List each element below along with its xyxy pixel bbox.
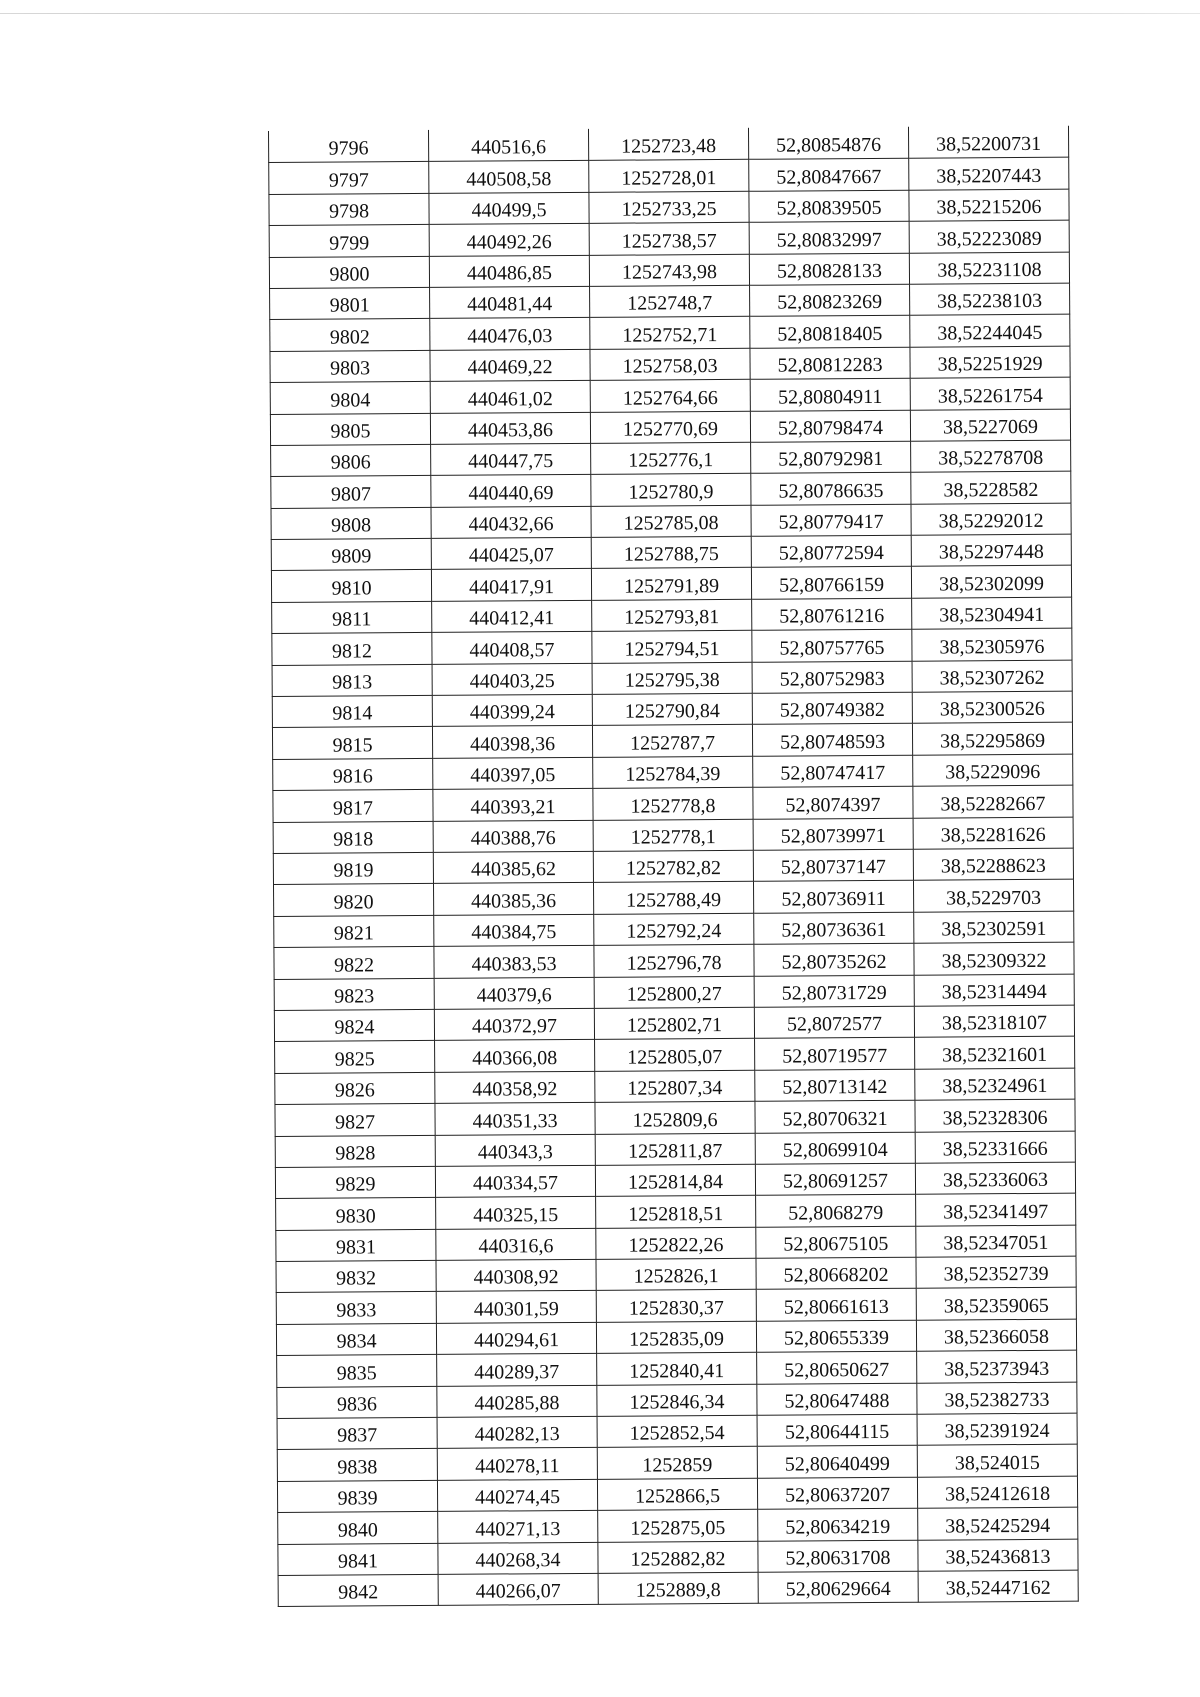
longitude-cell: 38,52352739 — [916, 1256, 1076, 1288]
y-coordinate-cell: 1252809,6 — [595, 1101, 755, 1133]
longitude-cell: 38,52251929 — [910, 346, 1070, 378]
x-coordinate-cell: 440516,6 — [428, 129, 588, 161]
table-row — [274, 942, 1074, 979]
point-number-cell: 9801 — [270, 287, 430, 319]
longitude-cell: 38,52324961 — [915, 1068, 1075, 1100]
longitude-cell: 38,52288623 — [913, 848, 1073, 880]
y-coordinate-cell: 1252795,38 — [592, 662, 752, 694]
latitude-cell: 52,80747417 — [753, 755, 913, 787]
longitude-cell: 38,52295869 — [912, 723, 1072, 755]
latitude-cell: 52,80644115 — [757, 1414, 917, 1446]
longitude-cell: 38,52231108 — [909, 252, 1069, 284]
latitude-cell: 52,80847667 — [749, 159, 909, 191]
y-coordinate-cell: 1252802,71 — [594, 1007, 754, 1039]
x-coordinate-cell: 440316,6 — [436, 1228, 596, 1260]
longitude-cell: 38,52366058 — [916, 1319, 1076, 1351]
point-number-cell: 9835 — [277, 1355, 437, 1387]
point-number-cell: 9814 — [272, 695, 432, 727]
y-coordinate-cell: 1252826,1 — [596, 1258, 756, 1290]
latitude-cell: 52,80647488 — [757, 1383, 917, 1415]
longitude-cell: 38,52244045 — [910, 315, 1070, 347]
longitude-cell: 38,52302099 — [911, 566, 1071, 598]
longitude-cell: 38,52391924 — [917, 1413, 1077, 1445]
longitude-cell: 38,52292012 — [911, 503, 1071, 535]
latitude-cell: 52,80828133 — [749, 253, 909, 285]
x-coordinate-cell: 440453,86 — [430, 412, 590, 444]
table-row — [271, 566, 1071, 603]
y-coordinate-cell: 1252778,1 — [593, 819, 753, 851]
table-row — [277, 1382, 1077, 1419]
x-coordinate-cell: 440282,13 — [437, 1416, 597, 1448]
table-row — [271, 440, 1071, 477]
x-coordinate-cell: 440289,37 — [437, 1354, 597, 1386]
x-coordinate-cell: 440308,92 — [436, 1259, 596, 1291]
x-coordinate-cell: 440268,34 — [438, 1542, 598, 1574]
x-coordinate-cell: 440481,44 — [430, 286, 590, 318]
x-coordinate-cell: 440408,57 — [432, 632, 592, 664]
x-coordinate-cell: 440417,91 — [431, 569, 591, 601]
scan-edge-line — [0, 13, 1200, 14]
x-coordinate-cell: 440476,03 — [430, 318, 590, 350]
y-coordinate-cell: 1252814,84 — [595, 1164, 755, 1196]
longitude-cell: 38,52302591 — [914, 911, 1074, 943]
table-row — [273, 817, 1073, 854]
longitude-cell: 38,52347051 — [916, 1225, 1076, 1257]
table-row — [274, 911, 1074, 948]
point-number-cell: 9830 — [276, 1198, 436, 1230]
longitude-cell: 38,52261754 — [910, 377, 1070, 409]
latitude-cell: 52,80739971 — [753, 818, 913, 850]
point-number-cell: 9824 — [274, 1009, 434, 1041]
latitude-cell: 52,80772594 — [751, 535, 911, 567]
x-coordinate-cell: 440412,41 — [432, 600, 592, 632]
y-coordinate-cell: 1252752,71 — [590, 317, 750, 349]
x-coordinate-cell: 440294,61 — [436, 1322, 596, 1354]
table-row — [275, 1162, 1075, 1199]
y-coordinate-cell: 1252764,66 — [590, 379, 750, 411]
table-row — [270, 409, 1070, 446]
y-coordinate-cell: 1252866,5 — [597, 1478, 757, 1510]
y-coordinate-cell: 1252818,51 — [596, 1196, 756, 1228]
point-number-cell: 9812 — [272, 633, 432, 665]
table-row — [275, 1068, 1075, 1105]
longitude-cell: 38,52238103 — [910, 283, 1070, 315]
x-coordinate-cell: 440393,21 — [433, 789, 593, 821]
x-coordinate-cell: 440278,11 — [437, 1448, 597, 1480]
x-coordinate-cell: 440266,07 — [438, 1573, 598, 1605]
point-number-cell: 9797 — [269, 162, 429, 194]
latitude-cell: 52,80706321 — [755, 1100, 915, 1132]
point-number-cell: 9831 — [276, 1229, 436, 1261]
latitude-cell: 52,80854876 — [748, 127, 908, 159]
x-coordinate-cell: 440285,88 — [437, 1385, 597, 1417]
table-row — [271, 503, 1071, 540]
table-row — [273, 754, 1073, 791]
y-coordinate-cell: 1252770,69 — [590, 411, 750, 443]
latitude-cell: 52,80668202 — [756, 1257, 916, 1289]
point-number-cell: 9836 — [277, 1386, 437, 1418]
point-number-cell: 9808 — [271, 507, 431, 539]
latitude-cell: 52,80713142 — [755, 1069, 915, 1101]
x-coordinate-cell: 440343,3 — [435, 1134, 595, 1166]
point-number-cell: 9841 — [278, 1543, 438, 1575]
y-coordinate-cell: 1252788,49 — [593, 882, 753, 914]
x-coordinate-cell: 440469,22 — [430, 349, 590, 381]
longitude-cell: 38,52282667 — [913, 785, 1073, 817]
latitude-cell: 52,80691257 — [755, 1163, 915, 1195]
point-number-cell: 9817 — [273, 790, 433, 822]
latitude-cell: 52,8068279 — [756, 1195, 916, 1227]
latitude-cell: 52,80655339 — [756, 1320, 916, 1352]
x-coordinate-cell: 440372,97 — [434, 1008, 594, 1040]
table-row — [276, 1193, 1076, 1230]
longitude-cell: 38,52305976 — [912, 628, 1072, 660]
longitude-cell: 38,524015 — [917, 1445, 1077, 1477]
x-coordinate-cell: 440351,33 — [435, 1102, 595, 1134]
point-number-cell: 9811 — [272, 601, 432, 633]
longitude-cell: 38,52336063 — [915, 1162, 1075, 1194]
longitude-cell: 38,52307262 — [912, 660, 1072, 692]
table-row — [274, 974, 1074, 1011]
y-coordinate-cell: 1252748,7 — [590, 285, 750, 317]
table-row — [272, 597, 1072, 634]
y-coordinate-cell: 1252790,84 — [592, 693, 752, 725]
point-number-cell: 9821 — [274, 915, 434, 947]
x-coordinate-cell: 440325,15 — [436, 1197, 596, 1229]
table-row — [274, 1005, 1074, 1042]
table-row — [270, 315, 1070, 352]
longitude-cell: 38,52425294 — [918, 1507, 1078, 1539]
coordinates-table — [268, 126, 1079, 1608]
point-number-cell: 9816 — [273, 758, 433, 790]
table-row — [277, 1350, 1077, 1387]
longitude-cell: 38,52373943 — [917, 1350, 1077, 1382]
point-number-cell: 9813 — [272, 664, 432, 696]
point-number-cell: 9818 — [273, 821, 433, 853]
longitude-cell: 38,52207443 — [909, 158, 1069, 190]
y-coordinate-cell: 1252875,05 — [598, 1509, 758, 1541]
point-number-cell: 9800 — [269, 256, 429, 288]
y-coordinate-cell: 1252743,98 — [589, 254, 749, 286]
point-number-cell: 9804 — [270, 382, 430, 414]
x-coordinate-cell: 440403,25 — [432, 663, 592, 695]
latitude-cell: 52,80812283 — [750, 347, 910, 379]
latitude-cell: 52,80699104 — [755, 1132, 915, 1164]
table-row — [269, 252, 1069, 289]
table-row — [276, 1288, 1076, 1325]
longitude-cell: 38,52436813 — [918, 1539, 1078, 1571]
point-number-cell: 9805 — [270, 413, 430, 445]
latitude-cell: 52,80661613 — [756, 1289, 916, 1321]
table-row — [269, 158, 1069, 195]
y-coordinate-cell: 1252776,1 — [591, 442, 751, 474]
y-coordinate-cell: 1252758,03 — [590, 348, 750, 380]
y-coordinate-cell: 1252723,48 — [588, 128, 748, 160]
y-coordinate-cell: 1252728,01 — [589, 160, 749, 192]
table-row — [272, 660, 1072, 697]
x-coordinate-cell: 440358,92 — [435, 1071, 595, 1103]
longitude-cell: 38,52382733 — [917, 1382, 1077, 1414]
latitude-cell: 52,80719577 — [755, 1038, 915, 1070]
y-coordinate-cell: 1252800,27 — [594, 976, 754, 1008]
longitude-cell: 38,52215206 — [909, 189, 1069, 221]
longitude-cell: 38,52412618 — [917, 1476, 1077, 1508]
y-coordinate-cell: 1252840,41 — [597, 1353, 757, 1385]
y-coordinate-cell: 1252846,34 — [597, 1384, 757, 1416]
x-coordinate-cell: 440397,05 — [433, 757, 593, 789]
y-coordinate-cell: 1252778,8 — [593, 788, 753, 820]
y-coordinate-cell: 1252788,75 — [591, 536, 751, 568]
point-number-cell: 9832 — [276, 1260, 436, 1292]
y-coordinate-cell: 1252859 — [597, 1447, 757, 1479]
x-coordinate-cell: 440425,07 — [431, 537, 591, 569]
longitude-cell: 38,52304941 — [912, 597, 1072, 629]
x-coordinate-cell: 440383,53 — [434, 946, 594, 978]
latitude-cell: 52,80823269 — [750, 284, 910, 316]
point-number-cell: 9829 — [275, 1166, 435, 1198]
longitude-cell: 38,52359065 — [916, 1288, 1076, 1320]
latitude-cell: 52,80736361 — [754, 912, 914, 944]
x-coordinate-cell: 440499,5 — [429, 192, 589, 224]
coordinates-table-body — [269, 126, 1079, 1607]
longitude-cell: 38,52281626 — [913, 817, 1073, 849]
latitude-cell: 52,80737147 — [753, 849, 913, 881]
table-row — [269, 220, 1069, 257]
x-coordinate-cell: 440447,75 — [431, 443, 591, 475]
table-row — [272, 723, 1072, 760]
x-coordinate-cell: 440398,36 — [432, 726, 592, 758]
y-coordinate-cell: 1252889,8 — [598, 1572, 758, 1604]
document-page — [268, 126, 1078, 1608]
point-number-cell: 9799 — [269, 225, 429, 257]
table-row — [273, 848, 1073, 885]
longitude-cell: 38,52300526 — [912, 691, 1072, 723]
longitude-cell: 38,5227069 — [910, 409, 1070, 441]
y-coordinate-cell: 1252792,24 — [594, 913, 754, 945]
x-coordinate-cell: 440388,76 — [433, 820, 593, 852]
point-number-cell: 9810 — [271, 570, 431, 602]
x-coordinate-cell: 440271,13 — [438, 1511, 598, 1543]
x-coordinate-cell: 440384,75 — [434, 914, 594, 946]
y-coordinate-cell: 1252830,37 — [596, 1290, 756, 1322]
y-coordinate-cell: 1252811,87 — [595, 1133, 755, 1165]
table-row — [278, 1570, 1078, 1607]
longitude-cell: 38,5229096 — [913, 754, 1073, 786]
x-coordinate-cell: 440385,36 — [433, 883, 593, 915]
table-row — [277, 1476, 1077, 1513]
y-coordinate-cell: 1252835,09 — [596, 1321, 756, 1353]
point-number-cell: 9833 — [276, 1292, 436, 1324]
table-row — [278, 1507, 1078, 1544]
latitude-cell: 52,80736911 — [753, 881, 913, 913]
table-row — [277, 1445, 1077, 1482]
point-number-cell: 9815 — [272, 727, 432, 759]
table-row — [272, 628, 1072, 665]
longitude-cell: 38,52328306 — [915, 1099, 1075, 1131]
point-number-cell: 9822 — [274, 947, 434, 979]
y-coordinate-cell: 1252787,7 — [592, 725, 752, 757]
point-number-cell: 9828 — [275, 1135, 435, 1167]
x-coordinate-cell: 440492,26 — [429, 224, 589, 256]
latitude-cell: 52,80818405 — [750, 316, 910, 348]
y-coordinate-cell: 1252793,81 — [592, 599, 752, 631]
point-number-cell: 9840 — [278, 1512, 438, 1544]
y-coordinate-cell: 1252738,57 — [589, 222, 749, 254]
table-row — [270, 346, 1070, 383]
point-number-cell: 9837 — [277, 1417, 437, 1449]
latitude-cell: 52,80631708 — [758, 1540, 918, 1572]
y-coordinate-cell: 1252785,08 — [591, 505, 751, 537]
latitude-cell: 52,8074397 — [753, 786, 913, 818]
point-number-cell: 9839 — [277, 1480, 437, 1512]
table-row — [275, 1131, 1075, 1168]
point-number-cell: 9838 — [277, 1449, 437, 1481]
longitude-cell: 38,5229703 — [913, 880, 1073, 912]
y-coordinate-cell: 1252782,82 — [593, 850, 753, 882]
point-number-cell: 9802 — [270, 319, 430, 351]
x-coordinate-cell: 440366,08 — [435, 1040, 595, 1072]
latitude-cell: 52,80766159 — [751, 567, 911, 599]
point-number-cell: 9825 — [275, 1041, 435, 1073]
longitude-cell: 38,52321601 — [915, 1036, 1075, 1068]
latitude-cell: 52,80735262 — [754, 943, 914, 975]
table-row — [273, 880, 1073, 917]
x-coordinate-cell: 440274,45 — [437, 1479, 597, 1511]
latitude-cell: 52,80634219 — [758, 1508, 918, 1540]
latitude-cell: 52,80629664 — [758, 1571, 918, 1603]
table-row — [269, 126, 1069, 163]
y-coordinate-cell: 1252791,89 — [591, 568, 751, 600]
table-row — [272, 691, 1072, 728]
y-coordinate-cell: 1252794,51 — [592, 631, 752, 663]
latitude-cell: 52,80748593 — [752, 724, 912, 756]
latitude-cell: 52,80804911 — [750, 378, 910, 410]
latitude-cell: 52,80792981 — [751, 441, 911, 473]
x-coordinate-cell: 440440,69 — [431, 475, 591, 507]
point-number-cell: 9826 — [275, 1072, 435, 1104]
point-number-cell: 9842 — [278, 1574, 438, 1606]
latitude-cell: 52,80675105 — [756, 1226, 916, 1258]
x-coordinate-cell: 440399,24 — [432, 694, 592, 726]
latitude-cell: 52,80798474 — [750, 410, 910, 442]
x-coordinate-cell: 440508,58 — [429, 161, 589, 193]
latitude-cell: 52,80752983 — [752, 661, 912, 693]
table-row — [275, 1036, 1075, 1073]
table-row — [276, 1256, 1076, 1293]
point-number-cell: 9806 — [271, 444, 431, 476]
table-row — [269, 189, 1069, 226]
longitude-cell: 38,52223089 — [909, 220, 1069, 252]
table-row — [273, 785, 1073, 822]
latitude-cell: 52,80650627 — [757, 1351, 917, 1383]
latitude-cell: 52,80832997 — [749, 221, 909, 253]
y-coordinate-cell: 1252805,07 — [595, 1039, 755, 1071]
point-number-cell: 9834 — [276, 1323, 436, 1355]
latitude-cell: 52,80637207 — [757, 1477, 917, 1509]
table-row — [270, 283, 1070, 320]
latitude-cell: 52,80779417 — [751, 504, 911, 536]
latitude-cell: 52,80839505 — [749, 190, 909, 222]
longitude-cell: 38,52297448 — [911, 534, 1071, 566]
point-number-cell: 9796 — [269, 130, 429, 162]
latitude-cell: 52,80786635 — [751, 473, 911, 505]
table-row — [276, 1319, 1076, 1356]
y-coordinate-cell: 1252852,54 — [597, 1415, 757, 1447]
latitude-cell: 52,80640499 — [757, 1446, 917, 1478]
latitude-cell: 52,80749382 — [752, 692, 912, 724]
longitude-cell: 38,5228582 — [911, 471, 1071, 503]
longitude-cell: 38,52341497 — [916, 1193, 1076, 1225]
longitude-cell: 38,52318107 — [914, 1005, 1074, 1037]
x-coordinate-cell: 440334,57 — [435, 1165, 595, 1197]
y-coordinate-cell: 1252882,82 — [598, 1541, 758, 1573]
point-number-cell: 9820 — [273, 884, 433, 916]
table-row — [271, 471, 1071, 508]
point-number-cell: 9823 — [274, 978, 434, 1010]
point-number-cell: 9807 — [271, 476, 431, 508]
table-row — [276, 1225, 1076, 1262]
latitude-cell: 52,8072577 — [754, 1006, 914, 1038]
latitude-cell: 52,80757765 — [752, 629, 912, 661]
x-coordinate-cell: 440432,66 — [431, 506, 591, 538]
x-coordinate-cell: 440385,62 — [433, 851, 593, 883]
longitude-cell: 38,52200731 — [908, 126, 1068, 158]
y-coordinate-cell: 1252796,78 — [594, 944, 754, 976]
table-row — [271, 534, 1071, 571]
table-row — [270, 377, 1070, 414]
point-number-cell: 9827 — [275, 1104, 435, 1136]
point-number-cell: 9798 — [269, 193, 429, 225]
longitude-cell: 38,52447162 — [918, 1570, 1078, 1602]
x-coordinate-cell: 440301,59 — [436, 1291, 596, 1323]
y-coordinate-cell: 1252780,9 — [591, 474, 751, 506]
point-number-cell: 9803 — [270, 350, 430, 382]
latitude-cell: 52,80731729 — [754, 975, 914, 1007]
y-coordinate-cell: 1252822,26 — [596, 1227, 756, 1259]
longitude-cell: 38,52309322 — [914, 942, 1074, 974]
longitude-cell: 38,52278708 — [911, 440, 1071, 472]
latitude-cell: 52,80761216 — [752, 598, 912, 630]
y-coordinate-cell: 1252807,34 — [595, 1070, 755, 1102]
table-row — [278, 1539, 1078, 1576]
point-number-cell: 9819 — [273, 852, 433, 884]
y-coordinate-cell: 1252784,39 — [593, 756, 753, 788]
longitude-cell: 38,52331666 — [915, 1131, 1075, 1163]
x-coordinate-cell: 440379,6 — [434, 977, 594, 1009]
x-coordinate-cell: 440486,85 — [429, 255, 589, 287]
longitude-cell: 38,52314494 — [914, 974, 1074, 1006]
x-coordinate-cell: 440461,02 — [430, 380, 590, 412]
point-number-cell: 9809 — [271, 539, 431, 571]
table-row — [275, 1099, 1075, 1136]
y-coordinate-cell: 1252733,25 — [589, 191, 749, 223]
table-row — [277, 1413, 1077, 1450]
